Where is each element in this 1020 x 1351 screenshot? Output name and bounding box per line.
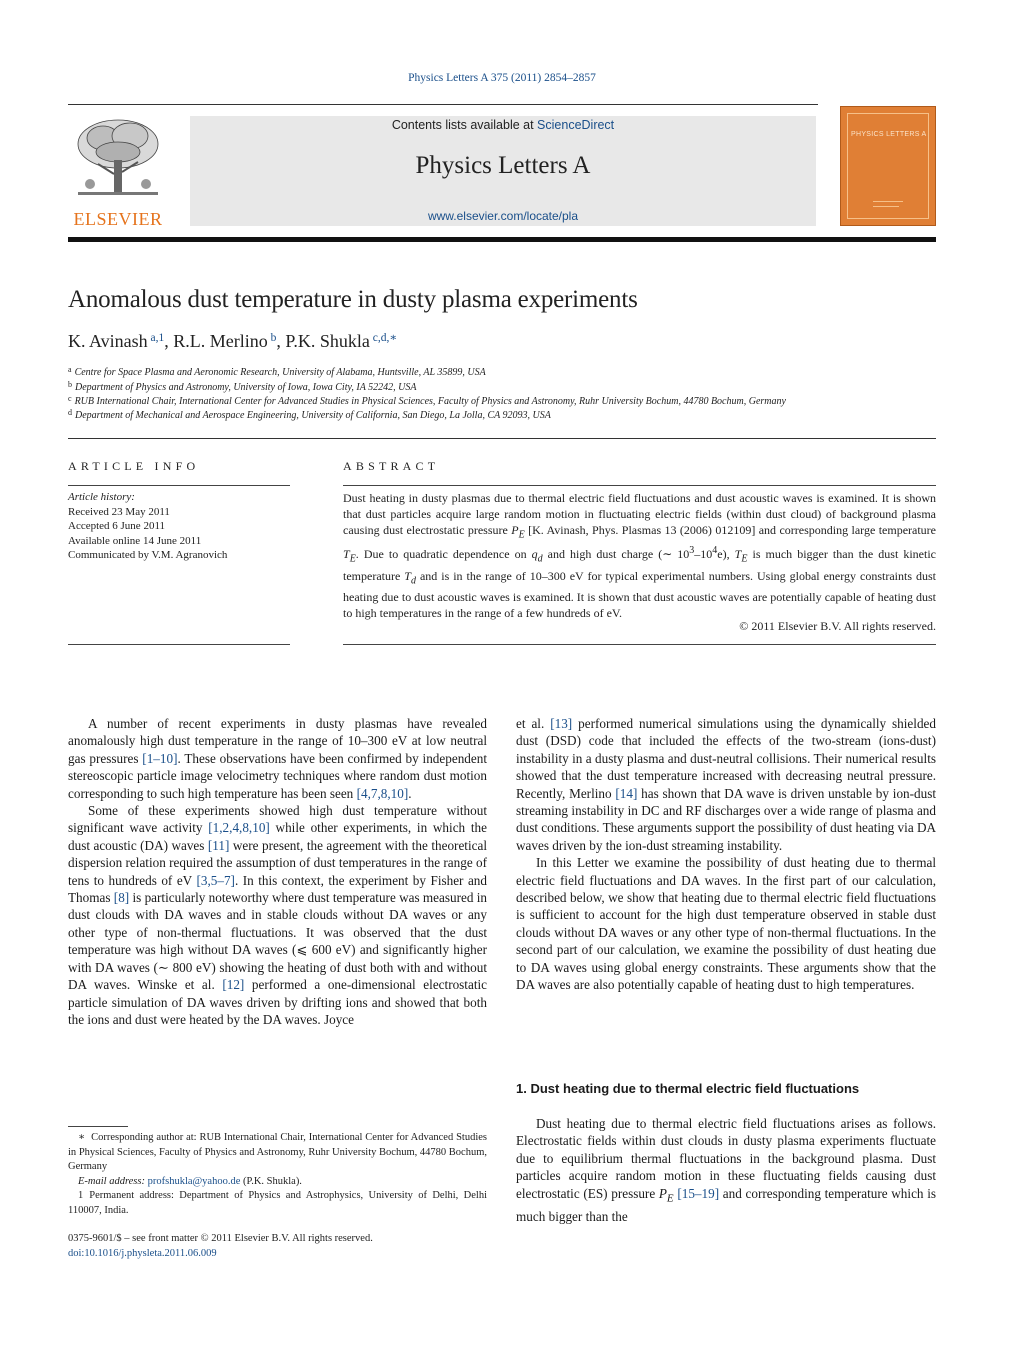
- footnotes: [68, 1131, 487, 1218]
- affiliation-text: Department of Physics and Astronomy, University of Iowa, Iowa City, IA 52242, USA: [75, 382, 417, 393]
- reference-link[interactable]: [4,7,8,10]: [356, 785, 409, 801]
- footnote-mark: ∗: [78, 1132, 86, 1143]
- accepted-date: Accepted 6 June 2011: [68, 520, 166, 532]
- reference-link[interactable]: [15–19]: [677, 1185, 720, 1201]
- abstract-copyright: © 2011 Elsevier B.V. All rights reserved.: [739, 619, 936, 633]
- author-name[interactable]: P.K. Shukla: [285, 331, 370, 351]
- author-affiliation-marks[interactable]: c,d,∗: [372, 332, 398, 344]
- author-affiliation-marks[interactable]: a,1: [150, 332, 165, 344]
- article-history: [68, 490, 290, 563]
- affiliation-mark: b: [68, 380, 72, 389]
- header-thick-rule: [68, 237, 936, 242]
- history-header: Article history:: [68, 491, 135, 503]
- affiliation-text: RUB International Chair, International Center for Advanced Studies in Physical Sciences, Faculty of Physics and Astronomy, Ruhr University Bochum, 44780 Bochum, Germany: [74, 396, 786, 407]
- front-matter: [68, 1232, 373, 1261]
- abstract-bottom-divider: [343, 644, 936, 645]
- reference-link[interactable]: [14]: [615, 785, 638, 801]
- affiliation-mark: a: [68, 365, 72, 374]
- header-divider: [68, 104, 818, 105]
- footnote-mark: 1: [78, 1190, 84, 1201]
- reference-link[interactable]: [12]: [222, 977, 245, 993]
- footnote-email: E-mail address: profshukla@yahoo.de (P.K. Shukla).: [78, 1175, 302, 1187]
- symbol-Td: $T_d$: [404, 568, 416, 587]
- reference-link[interactable]: [11]: [207, 837, 230, 853]
- info-divider: [68, 485, 290, 486]
- reference-link[interactable]: [13]: [550, 716, 573, 731]
- affiliation: [68, 408, 551, 421]
- author-name[interactable]: K. Avinash: [68, 331, 148, 351]
- journal-url-link[interactable]: www.elsevier.com/locate/pla: [427, 209, 579, 223]
- affiliation: [68, 380, 416, 393]
- sciencedirect-link[interactable]: ScienceDirect: [537, 118, 615, 132]
- journal-banner: [190, 116, 816, 226]
- body-paragraph: In this Letter we examine the possibility of dust heating due to thermal electric field fluctuations and DA waves. In the first part of our calculation, described below, we show that heating due to thermal electric field fluctuations is sufficient to account for the high dust temperature observed in stable dust clouds without DA waves or any other type of non-thermal fluctuations. In the second part of our calculation, we examine the possibility of dust heating due to DA waves using global energy constraints. These arguments show that the DA waves are also potentially capable of heating dust to high temperatures.: [516, 855, 936, 993]
- author-affiliation-marks[interactable]: b: [270, 332, 277, 344]
- abstract-body: Dust heating in dusty plasmas due to thermal electric field fluctuations and dust acoustic waves is examined. It is shown that dust particles acquire large random motion in fluctuating electric fields (within dust cloud) of background plasma causing dust electrostatic pressure $P_E$ [K. Avinash, Phys. Plasmas 13 (2006) 012109] and corresponding large temperature $T_E$. Due to quadratic dependence on $q_d$ and high dust charge (∼ $10^3-10^4e$), $T_E$ is much bigger than the dust kinetic temperature $T_d$ and is in the range of 10–300 eV for typical experimental numbers. Using global energy constraints dust heating due to dust acoustic waves is examined. It is shown that dust acoustic waves are potentially capable of heating dust to high temperatures in the range of a few hundreds of eV.: [343, 491, 936, 621]
- body-paragraph: et al. [13] performed numerical simulations using the dynamically shielded dust (DSD) code that included the effects of the two-stream (ions-dust) instability in a dusty plasma and dust-neutral collisions. Their numerical results showed that the dust temperature increased with decreasing neutral pressure. Recently, Merlino [14] has shown that DA wave is driven unstable by ion-dust streaming instability in DC and RF discharges over a wide range of plasma and dust conditions. These arguments support the possibility of dust heating via DA waves driven by the ion-dust streaming instability.: [516, 716, 937, 853]
- affiliation-text: Department of Mechanical and Aerospace Engineering, University of California, San Diego, La Jolla, CA 92093, USA: [75, 410, 551, 421]
- author-list: [68, 330, 397, 352]
- journal-citation-link[interactable]: Physics Letters A 375 (2011) 2854–2857: [408, 72, 596, 84]
- reference-link[interactable]: [8]: [113, 890, 130, 906]
- doi-link[interactable]: doi:10.1016/j.physleta.2011.06.009: [68, 1247, 217, 1259]
- email-link[interactable]: profshukla@yahoo.de: [147, 1175, 241, 1187]
- reference-link[interactable]: [1,2,4,8,10]: [208, 820, 270, 836]
- reference-link[interactable]: [3,5–7]: [196, 872, 235, 888]
- cover-decoration: [873, 206, 899, 207]
- footnote-divider: [68, 1126, 128, 1127]
- symbol-TE: $T_E$: [343, 547, 356, 565]
- journal-name: Physics Letters A: [415, 152, 591, 179]
- affiliation-mark: c: [68, 394, 72, 403]
- author-separator: ,: [164, 331, 174, 351]
- body-left-column: [68, 715, 487, 1028]
- received-date: Received 23 May 2011: [68, 505, 170, 518]
- author-separator: ,: [276, 331, 286, 351]
- elsevier-logo: [68, 114, 168, 229]
- symbol-TE: $T_E$: [734, 547, 748, 565]
- communicated-by: Communicated by V.M. Agranovich: [68, 549, 228, 561]
- symbol-PE: $P_E$: [511, 523, 525, 541]
- affiliation-mark: d: [68, 408, 72, 417]
- issn-line: 0375-9601/$ – see front matter © 2011 Elsevier B.V. All rights reserved.: [68, 1233, 373, 1244]
- body-paragraph: Some of these experiments showed high dust temperature without significant wave activity [1,2,4,8,10] while other experiments, in which the dust acoustic (DA) waves [11] were present, the agreement with the theoretical dispersion relation required the assumption of dust temperatures in the range of tens to hundreds of eV [3,5–7]. In this context, the experiment by Fisher and Thomas [8] is particularly noteworthy where dust temperature was measured in dust clouds with DA waves and in stable clouds without DA waves or any other type of non-thermal fluctuations. It was observed that the dust temperature was high without DA waves (⩽ 600 eV) and significantly higher with DA waves (∼ 800 eV) showing the heating of dust both with and without DA waves. Winske et al. [12] performed a one-dimensional electrostatic particle simulation of DA waves driven by drifting ions and showed that both the ions and dust were heated by the DA waves. Joyce: [68, 803, 488, 1027]
- body-paragraph: A number of recent experiments in dusty plasmas have revealed anomalously high dust temperature in the range of 10–300 eV at low neutral gas pressures [1–10]. These observations have been confirmed by independent stereoscopic particle image velocimetry techniques where random dust motion corresponding to such high temperature has been seen [4,7,8,10].: [68, 716, 488, 801]
- article-title: Anomalous dust temperature in dusty plasma experiments: [68, 286, 638, 313]
- elsevier-tree-icon: [68, 114, 168, 206]
- contents-line: [190, 118, 816, 132]
- journal-cover-thumbnail: [840, 106, 936, 226]
- contents-prefix: Contents lists available at: [391, 118, 538, 132]
- section-heading: 1. Dust heating due to thermal electric field fluctuations: [516, 1081, 860, 1096]
- affiliation-text: Centre for Space Plasma and Aeronomic Research, University of Alabama, Huntsville, AL 35899, USA: [74, 367, 486, 378]
- section-1-body: [516, 1115, 936, 1225]
- author-name[interactable]: R.L. Merlino: [173, 331, 268, 351]
- info-bottom-divider: [68, 644, 290, 645]
- abstract-divider: [343, 485, 936, 486]
- online-date: Available online 14 June 2011: [68, 534, 202, 547]
- body-right-column: [516, 715, 936, 994]
- symbol-qd: $q_d$: [531, 547, 543, 565]
- cover-frame: [847, 113, 929, 219]
- symbol-PE: $P_E$: [658, 1185, 674, 1205]
- reference-link[interactable]: [1–10]: [142, 750, 178, 766]
- article-info-heading: ARTICLE INFO: [68, 459, 200, 473]
- affiliation-divider: [68, 438, 936, 439]
- affiliation: [68, 394, 786, 407]
- footnote-corresponding-author: ∗ Corresponding author at: RUB International Chair, International Center for Advanced Studies in Physical Sciences, Faculty of Physics and Astronomy, Ruhr University Bochum, 44780 Bochum, Germany: [68, 1132, 487, 1172]
- abstract-heading: ABSTRACT: [343, 459, 440, 473]
- elsevier-wordmark: ELSEVIER: [73, 209, 163, 229]
- cover-decoration: [873, 201, 903, 202]
- body-paragraph: Dust heating due to thermal electric field fluctuations arises as follows. Electrostatic fields within dust clouds in dusty plasma experiments fluctuate due to equilibrium thermal fluctuations in the background plasma. Dust particles acquire random motion in these fluctuating fields causing dust electrostatic (ES) pressure $P_E$ [15–19] and corresponding temperature which is much bigger than the: [516, 1116, 936, 1224]
- cover-title: PHYSICS LETTERS A: [851, 131, 927, 138]
- affiliation: [68, 365, 486, 378]
- footnote-permanent-address: 1 Permanent address: Department of Physics and Astrophysics, University of Delhi, Delhi 110007, India.: [68, 1190, 487, 1216]
